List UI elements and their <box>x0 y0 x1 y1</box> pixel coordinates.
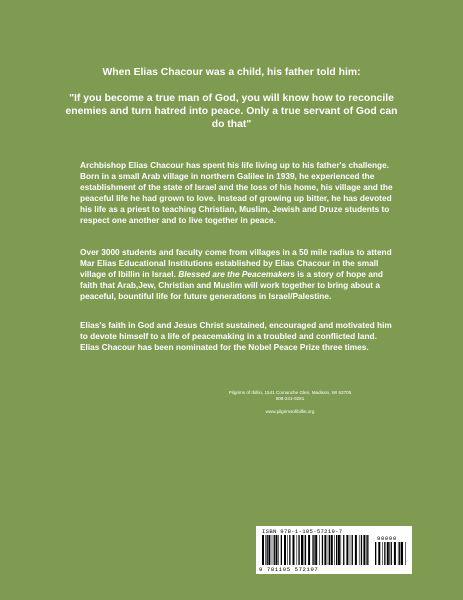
intro-line: When Elias Chacour was a child, his father told him: <box>102 67 361 78</box>
isbn-barcode <box>256 526 412 574</box>
paragraph-biography: Archbishop Elias Chacour has spent his life living up to his father's challenge. Born in a small Arab village in northern Galilee in 1939, he experienced the establishment of the state of Israel and the loss of his home, his village and the peaceful life he had grown to love. Instead of growing up bitter, he has devoted his life as a priest to teaching Christian, Muslim, Jewish and Druze students to respect one another and to live together in peace. <box>80 160 393 226</box>
paragraph-institutions-text-2: is a story of hope and faith that Arab,Jew, Christian and Muslim will work together to bring about a peaceful, bountiful life for future generations in Israel/Palestine. <box>80 269 383 302</box>
price-barcode-bars <box>375 542 407 565</box>
paragraph-faith: Elias's faith in God and Jesus Christ sustained, encouraged and motivated him to devote himself to a life of peacemaking in a troubled and conflicted land. Elias Chacour has been nominated for the Nobel Peace Prize three times. <box>80 320 392 353</box>
publisher-phone: 608-241-9281 <box>275 396 305 402</box>
barcode-bars <box>262 535 370 565</box>
isbn-text: ISBN 978-1-105-57219-7 <box>262 528 343 535</box>
paragraph-institutions-text-1: Over 3000 students and faculty come from villages in a 50 mile radius to attend Mar Elias Educational Institutions established by Elias Chacour in the small village of Ibillin in Israel. <box>80 247 392 280</box>
book-title: Blessed are the Peacemakers <box>178 269 295 280</box>
publisher-website: www.pilgrimsofibillin.org <box>265 408 315 414</box>
barcode-digits: 9 781105 572197 <box>259 566 319 573</box>
publisher-info <box>190 390 390 415</box>
price-code: 90000 <box>377 535 397 542</box>
publisher-address: Pilgrims of Ibillin, 1541 Comanche Glen, Madison, WI 53705 <box>228 390 352 395</box>
paragraph-institutions <box>80 247 396 302</box>
father-quote: "If you become a true man of God, you will know how to reconcile enemies and turn hatred into peace. Only a true servant of God can do that" <box>65 93 398 130</box>
